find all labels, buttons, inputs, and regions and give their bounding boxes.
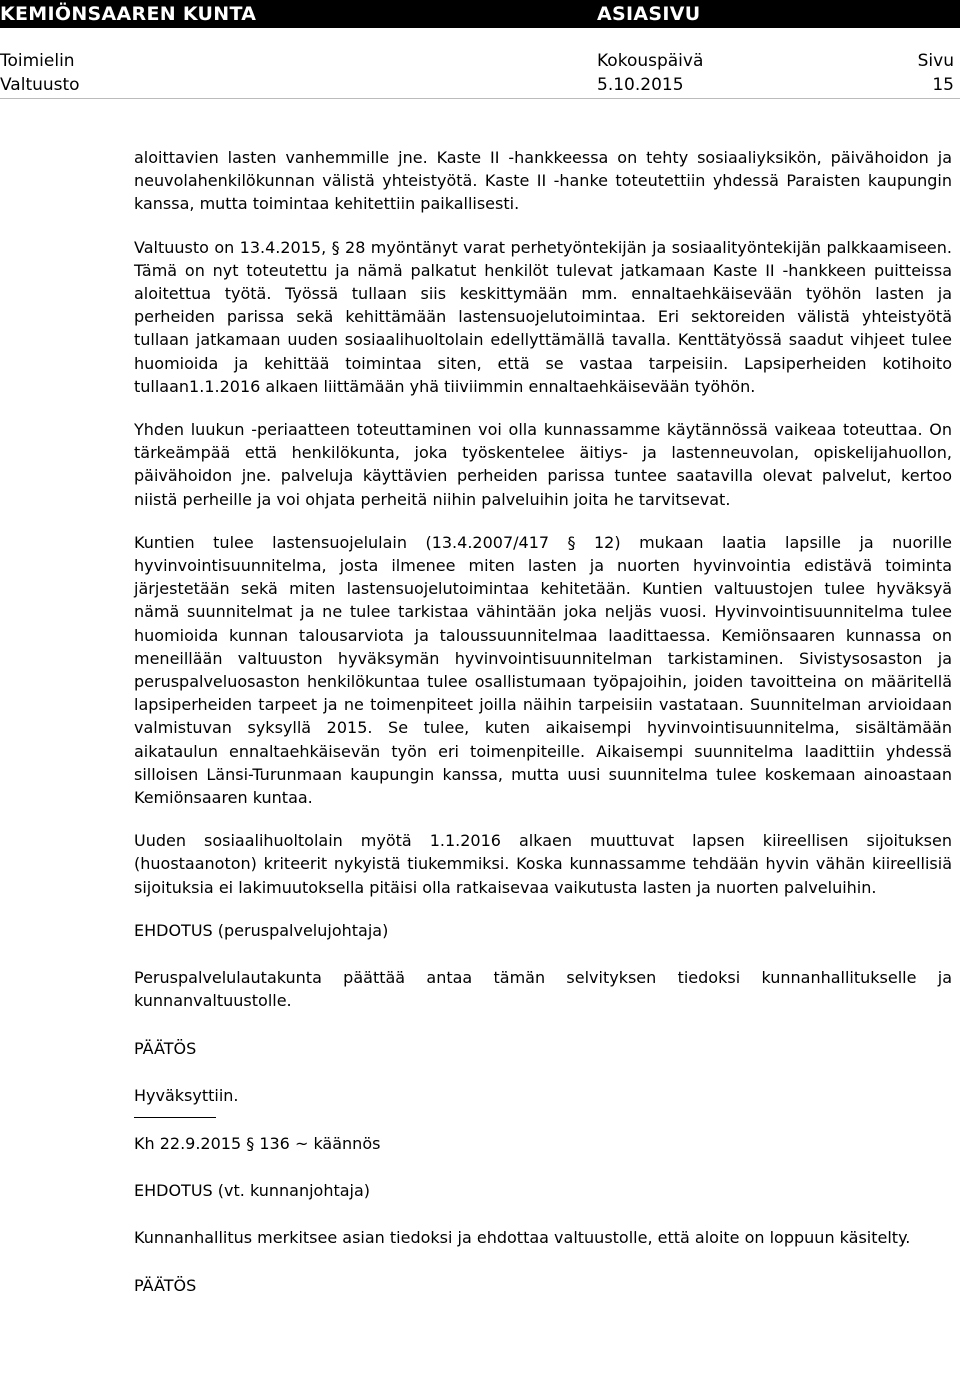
header-divider <box>0 98 960 99</box>
proposal-heading: EHDOTUS (vt. kunnanjohtaja) <box>134 1181 371 1201</box>
paragraph: Kuntien tulee lastensuojelulain (13.4.2007/417 § 12) mukaan laatia lapsille ja nuorille hyvinvointisuunnitelma, josta ilmenee miten lasten ja nuorten hyvinvointia edistävä toiminta järjestetään sekä miten lastensuojelutoimintaa kehitetään. Kuntien valtuustojen tulee hyväksyä nämä suunnitelmat ja ne tulee tarkistaa vähintään joka neljäs vuosi. Hyvinvointisuunnitelma tulee huomioida kunnan talousarviota ja taloussuunnitelmaa laadittaessa. Kemiönsaaren kunnassa on meneillään valtuuston hyväksymän hyvinvointisuunnitelman tarkistaminen. Sivistysosaston ja peruspalveluosaston henkilökuntaa tulee osallistumaan työpajoihin, joiden tavoitteina on määritellä lapsiperheiden tarpeet ja ne toimenpiteet joilla näihin tarpeisiin vastataan. Suunnitelman arvioidaan valmistuvan syksyllä 2015. Se tulee, kuten aikaisempi hyvinvointisuunnitelma, sisältämään aikataulun ennaltaehkäisevän työn eri toimenpiteille. Aikaisempi suunnitelma laadittiin yhdessä silloisen Länsi-Turunmaan kaupungin kanssa, mutta uusi suunnitelma tulee koskemaan ainoastaan Kemiönsaaren kuntaa. <box>134 532 952 808</box>
decision-heading: PÄÄTÖS <box>134 1275 197 1295</box>
proposal-text: Peruspalvelulautakunta päättää antaa tämän selvityksen tiedoksi kunnanhallitukselle ja kunnanvaltuustolle. <box>134 968 952 1011</box>
decision-text: Hyväksyttiin. <box>134 1085 239 1105</box>
header-bar <box>0 0 960 28</box>
paragraph: Uuden sosiaalihuoltolain myötä 1.1.2016 alkaen muuttuvat lapsen kiireellisen sijoituksen (huostaanoton) kriteerit nykyistä tiukemmiksi. Koska kunnassamme tehdään hyvin vähän kiireellisiä sijoituksia ei lakimuutoksella pitäisi olla ratkaisevaa vaikutusta lasten ja nuorten palveluihin. <box>134 831 952 897</box>
section-divider <box>134 1117 216 1118</box>
proposal-text: Kunnanhallitus merkitsee asian tiedoksi ja ehdottaa valtuustolle, että aloite on loppuun käsitelty. <box>134 1228 911 1248</box>
kh-reference: Kh 22.9.2015 § 136 ~ käännös <box>134 1133 381 1153</box>
decision-heading: PÄÄTÖS <box>134 1038 197 1058</box>
page-label: Sivu <box>917 51 954 71</box>
date-label: Kokouspäivä <box>597 51 704 71</box>
date-value: 5.10.2015 <box>597 75 684 95</box>
paragraph: Valtuusto on 13.4.2015, § 28 myöntänyt varat perhetyöntekijän ja sosiaalityöntekijän palkkaamiseen. Tämä on nyt toteutettu ja nämä palkatut henkilöt tulevat jatkamaan Kaste II -hankkeen puitteissa aloitettua työtä. Työssä tullaan siis keskittymään mm. ennaltaehkäisevään työhön lasten ja perheiden parissa sekä kehittämään lastensuojelutoimintaa. Eri sektoreiden välistä yhteistyötä tullaan jatkamaan uuden sosiaalihuoltolain edellyttämällä tavalla. Kenttätyössä saadut vihjeet tulee huomioida ja kehittää toimintaa siten, että se vastaa tarpeisiin. Lapsiperheiden kotihoito tullaan1.1.2016 alkaen liittämään yhä tiiviimmin ennaltaehkäisevään työhön. <box>134 237 952 396</box>
proposal-heading: EHDOTUS (peruspalvelujohtaja) <box>134 920 389 940</box>
paragraph: aloittavien lasten vanhemmille jne. Kaste II -hankkeessa on tehty sosiaaliyksikön, päivähoidon ja neuvolahenkilökunnan välistä yhteistyötä. Kaste II -hanke toteutettiin yhdessä Paraisten kaupungin kanssa, mutta toimintaa kehitettiin paikallisesti. <box>134 148 952 214</box>
organ-label: Toimielin <box>0 51 75 71</box>
paragraph: Yhden luukun -periaatteen toteuttaminen voi olla kunnassamme käytännössä vaikeaa toteuttaa. On tärkeämpää että henkilökunta, joka työskentelee äitiys- ja lastenneuvolan, opiskelijahuollon, päivähoidon jne. palveluja käyttävien perheiden parissa tuntee saatavilla olevat palvelut, kertoo niistä perheille ja voi ohjata perheitä niihin palveluihin joita he tarvitsevat. <box>134 420 952 509</box>
doc-type: ASIASIVU <box>597 3 701 25</box>
page-number: 15 <box>932 75 954 95</box>
document-body <box>134 146 952 1297</box>
organ-value: Valtuusto <box>0 75 80 95</box>
org-name: KEMIÖNSAAREN KUNTA <box>0 3 257 25</box>
